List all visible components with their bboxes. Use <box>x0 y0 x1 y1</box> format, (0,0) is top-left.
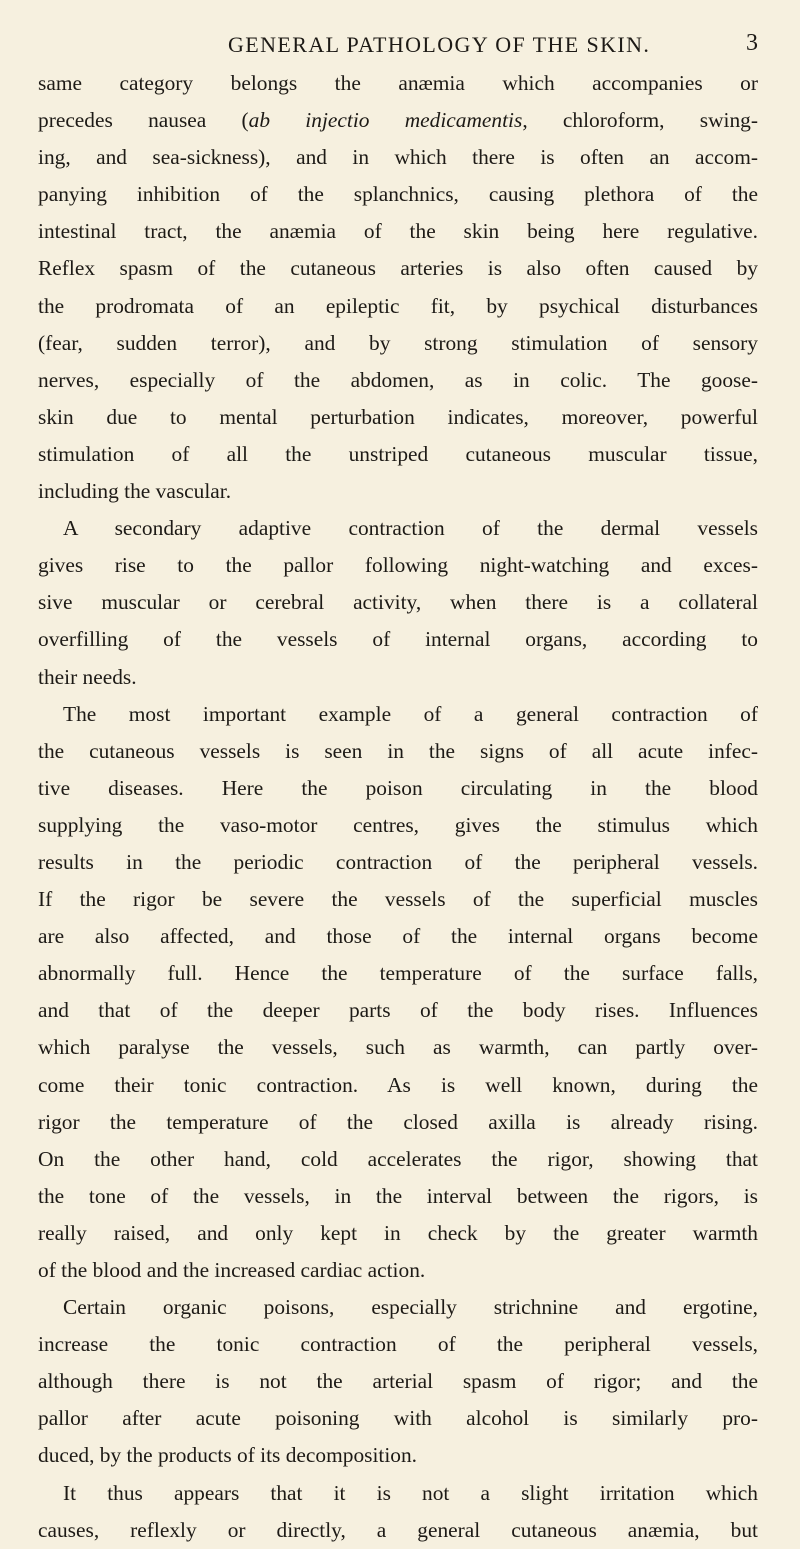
paragraph-4 <box>38 1289 758 1474</box>
text-line: sive muscular or cerebral activity, when there is a collateral <box>38 590 758 615</box>
text-line: and that of the deeper parts of the body rises. Influences <box>38 998 758 1023</box>
paragraph-3 <box>38 696 758 1290</box>
text-line: rigor the temperature of the closed axilla is already rising. <box>38 1109 758 1134</box>
text-line: duced, by the products of its decomposition. <box>38 1443 418 1468</box>
text-run: , chloroform, swing- <box>522 108 758 133</box>
text-line: the cutaneous vessels is seen in the signs of all acute infec- <box>38 738 758 763</box>
text-line: same category belongs the anæmia which accompanies or <box>38 71 758 95</box>
text-line: Reflex spasm of the cutaneous arteries is also often caused by <box>38 256 758 281</box>
text-line: really raised, and only kept in check by the greater warmth <box>38 1220 758 1245</box>
paragraph-2 <box>38 510 758 695</box>
text-line: If the rigor be severe the vessels of the superficial muscles <box>38 887 758 912</box>
text-line: results in the periodic contraction of the peripheral vessels. <box>38 849 758 874</box>
text-line: It thus appears that it is not a slight irritation which <box>63 1480 758 1505</box>
text-line: causes, reflexly or directly, a general cutaneous anæmia, but <box>38 1517 758 1542</box>
page-body <box>38 65 758 1549</box>
running-header <box>38 0 758 56</box>
text-line: the prodromata of an epileptic fit, by psychical disturbances <box>38 293 758 318</box>
text-line: come their tonic contraction. As is well known, during the <box>38 1072 758 1097</box>
text-line: of the blood and the increased cardiac action. <box>38 1258 426 1282</box>
page-number: 3 <box>746 30 758 56</box>
text-line: skin due to mental perturbation indicates, moreover, powerful <box>38 404 758 429</box>
text-line: intestinal tract, the anæmia of the skin being here regulative. <box>38 219 758 244</box>
text-line: which paralyse the vessels, such as warmth, can partly over- <box>38 1035 758 1060</box>
text-line: panying inhibition of the splanchnics, causing plethora of the <box>38 182 758 207</box>
text-line: abnormally full. Hence the temperature of the surface falls, <box>38 961 758 986</box>
text-line: the tone of the vessels, in the interval between the rigors, is <box>38 1183 758 1208</box>
text-line: On the other hand, cold accelerates the rigor, showing that <box>38 1146 758 1171</box>
text-line: gives rise to the pallor following night-watching and exces- <box>38 553 758 578</box>
text-line: nerves, especially of the abdomen, as in colic. The goose- <box>38 367 758 392</box>
text-line: tive diseases. Here the poison circulating in the blood <box>38 775 758 800</box>
latin-phrase: ab injectio medicamentis <box>248 108 523 133</box>
paragraph-1 <box>38 65 758 510</box>
running-title: GENERAL PATHOLOGY OF THE SKIN. <box>228 32 651 57</box>
text-line: are also affected, and those of the internal organs become <box>38 924 758 949</box>
text-line: supplying the vaso-motor centres, gives the stimulus which <box>38 812 758 837</box>
text-line: A secondary adaptive contraction of the dermal vessels <box>63 516 758 541</box>
text-line: although there is not the arterial spasm of rigor; and the <box>38 1369 758 1394</box>
text-run: precedes nausea ( <box>38 108 249 133</box>
text-line: (fear, sudden terror), and by strong stimulation of sensory <box>38 330 758 355</box>
text-line: increase the tonic contraction of the peripheral vessels, <box>38 1332 758 1357</box>
text-line: The most important example of a general contraction of <box>63 701 758 726</box>
text-line: overfilling of the vessels of internal organs, according to <box>38 627 758 652</box>
text-line: ing, and sea-sickness), and in which there is often an accom- <box>38 145 758 170</box>
text-line: stimulation of all the unstriped cutaneous muscular tissue, <box>38 441 758 466</box>
text-line: Certain organic poisons, especially strichnine and ergotine, <box>63 1295 758 1320</box>
text-line: pallor after acute poisoning with alcohol is similarly pro- <box>38 1406 758 1431</box>
text-line <box>38 102 758 139</box>
text-line: their needs. <box>38 664 137 689</box>
text-line: including the vascular. <box>38 479 232 504</box>
paragraph-5 <box>38 1475 758 1549</box>
